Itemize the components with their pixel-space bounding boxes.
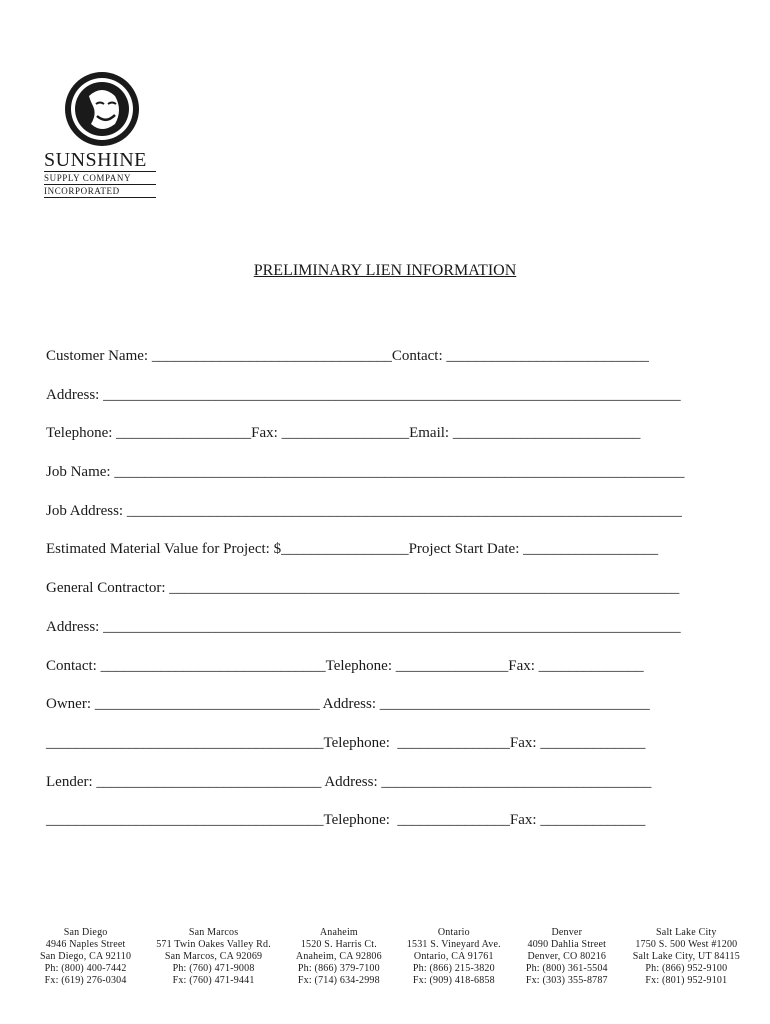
office-citystate: San Marcos, CA 92069 [164,951,263,962]
office-fax: Fx: (714) 634-2998 [297,975,380,986]
job-address-row[interactable]: Job Address: __________________________________________________________________________ [46,502,682,519]
office-city: Anaheim [319,927,358,938]
office-phone: Ph: (866) 952-9100 [645,963,728,974]
office-salt-lake-city [633,927,740,987]
job-name-row[interactable]: Job Name: ____________________________________________________________________________ [46,464,685,481]
company-logo [44,70,174,199]
office-citystate: Salt Lake City, UT 84115 [632,951,740,962]
brand-divider [44,171,156,172]
office-phone: Ph: (760) 471-9008 [172,963,255,974]
office-san-marcos [156,927,271,987]
office-street: 4090 Dahlia Street [527,939,607,950]
office-city: Salt Lake City [656,927,717,938]
lien-form [46,345,726,848]
office-fax: Fx: (303) 355-8787 [525,975,608,986]
office-city: San Marcos [188,927,239,938]
office-denver [526,927,608,987]
address-row[interactable]: Address: _____________________________________________________________________________ [46,386,681,403]
office-phone: Ph: (800) 361-5504 [525,963,608,974]
office-street: 4946 Naples Street [45,939,126,950]
office-citystate: Denver, CO 80216 [527,951,607,962]
office-ontario [407,927,501,987]
office-street: 1531 S. Vineyard Ave. [406,939,501,950]
office-citystate: Ontario, CA 91761 [413,951,494,962]
gc-contact-row[interactable]: Contact: ______________________________Telephone: _______________Fax: ______________ [46,657,644,674]
lender-row[interactable]: Lender: ______________________________ Address: ____________________________________ [46,773,652,790]
office-fax: Fx: (619) 276-0304 [44,975,127,986]
brand-divider [44,184,156,185]
office-city: Denver [551,927,583,938]
sun-face-icon [63,70,141,148]
owner-row[interactable]: Owner: ______________________________ Address: ____________________________________ [46,696,650,713]
owner-telephone-row[interactable]: _____________________________________Telephone: _______________Fax: ______________ [46,734,646,751]
estimated-value-row[interactable]: Estimated Material Value for Project: $_________________Project Start Date: __________________ [46,541,659,558]
general-contractor-row[interactable]: General Contractor: ____________________________________________________________________ [46,580,680,597]
office-locations [40,927,740,987]
brand-divider [44,197,156,198]
office-citystate: Anaheim, CA 92806 [295,951,382,962]
office-anaheim [296,927,382,987]
page-title: PRELIMINARY LIEN INFORMATION [253,262,517,279]
office-phone: Ph: (866) 379-7100 [297,963,380,974]
office-street: 571 Twin Oakes Valley Rd. [156,939,271,950]
office-street: 1520 S. Harris Ct. [300,939,377,950]
telephone-row[interactable]: Telephone: __________________Fax: _________________Email: _________________________ [46,425,641,442]
office-san-diego [40,927,131,987]
customer-row[interactable]: Customer Name: ________________________________Contact: ___________________________ [46,348,649,364]
office-street: 1750 S. 500 West #1200 [635,939,738,950]
brand-line-2: INCORPORATED [44,186,120,196]
office-fax: Fx: (801) 952-9101 [645,975,728,986]
office-fax: Fx: (909) 418-6858 [412,975,495,986]
brand-name: SUNSHINE [44,149,147,171]
office-fax: Fx: (760) 471-9441 [172,975,255,986]
office-phone: Ph: (866) 215-3820 [412,963,495,974]
gc-address-row[interactable]: Address: _____________________________________________________________________________ [46,618,681,635]
office-phone: Ph: (800) 400-7442 [44,963,127,974]
office-citystate: San Diego, CA 92110 [40,951,132,962]
lender-telephone-row[interactable]: _____________________________________Telephone: _______________Fax: ______________ [46,812,646,829]
office-city: San Diego [63,927,108,938]
brand-line-1: SUPPLY COMPANY [44,173,132,183]
office-city: Ontario [437,927,470,938]
